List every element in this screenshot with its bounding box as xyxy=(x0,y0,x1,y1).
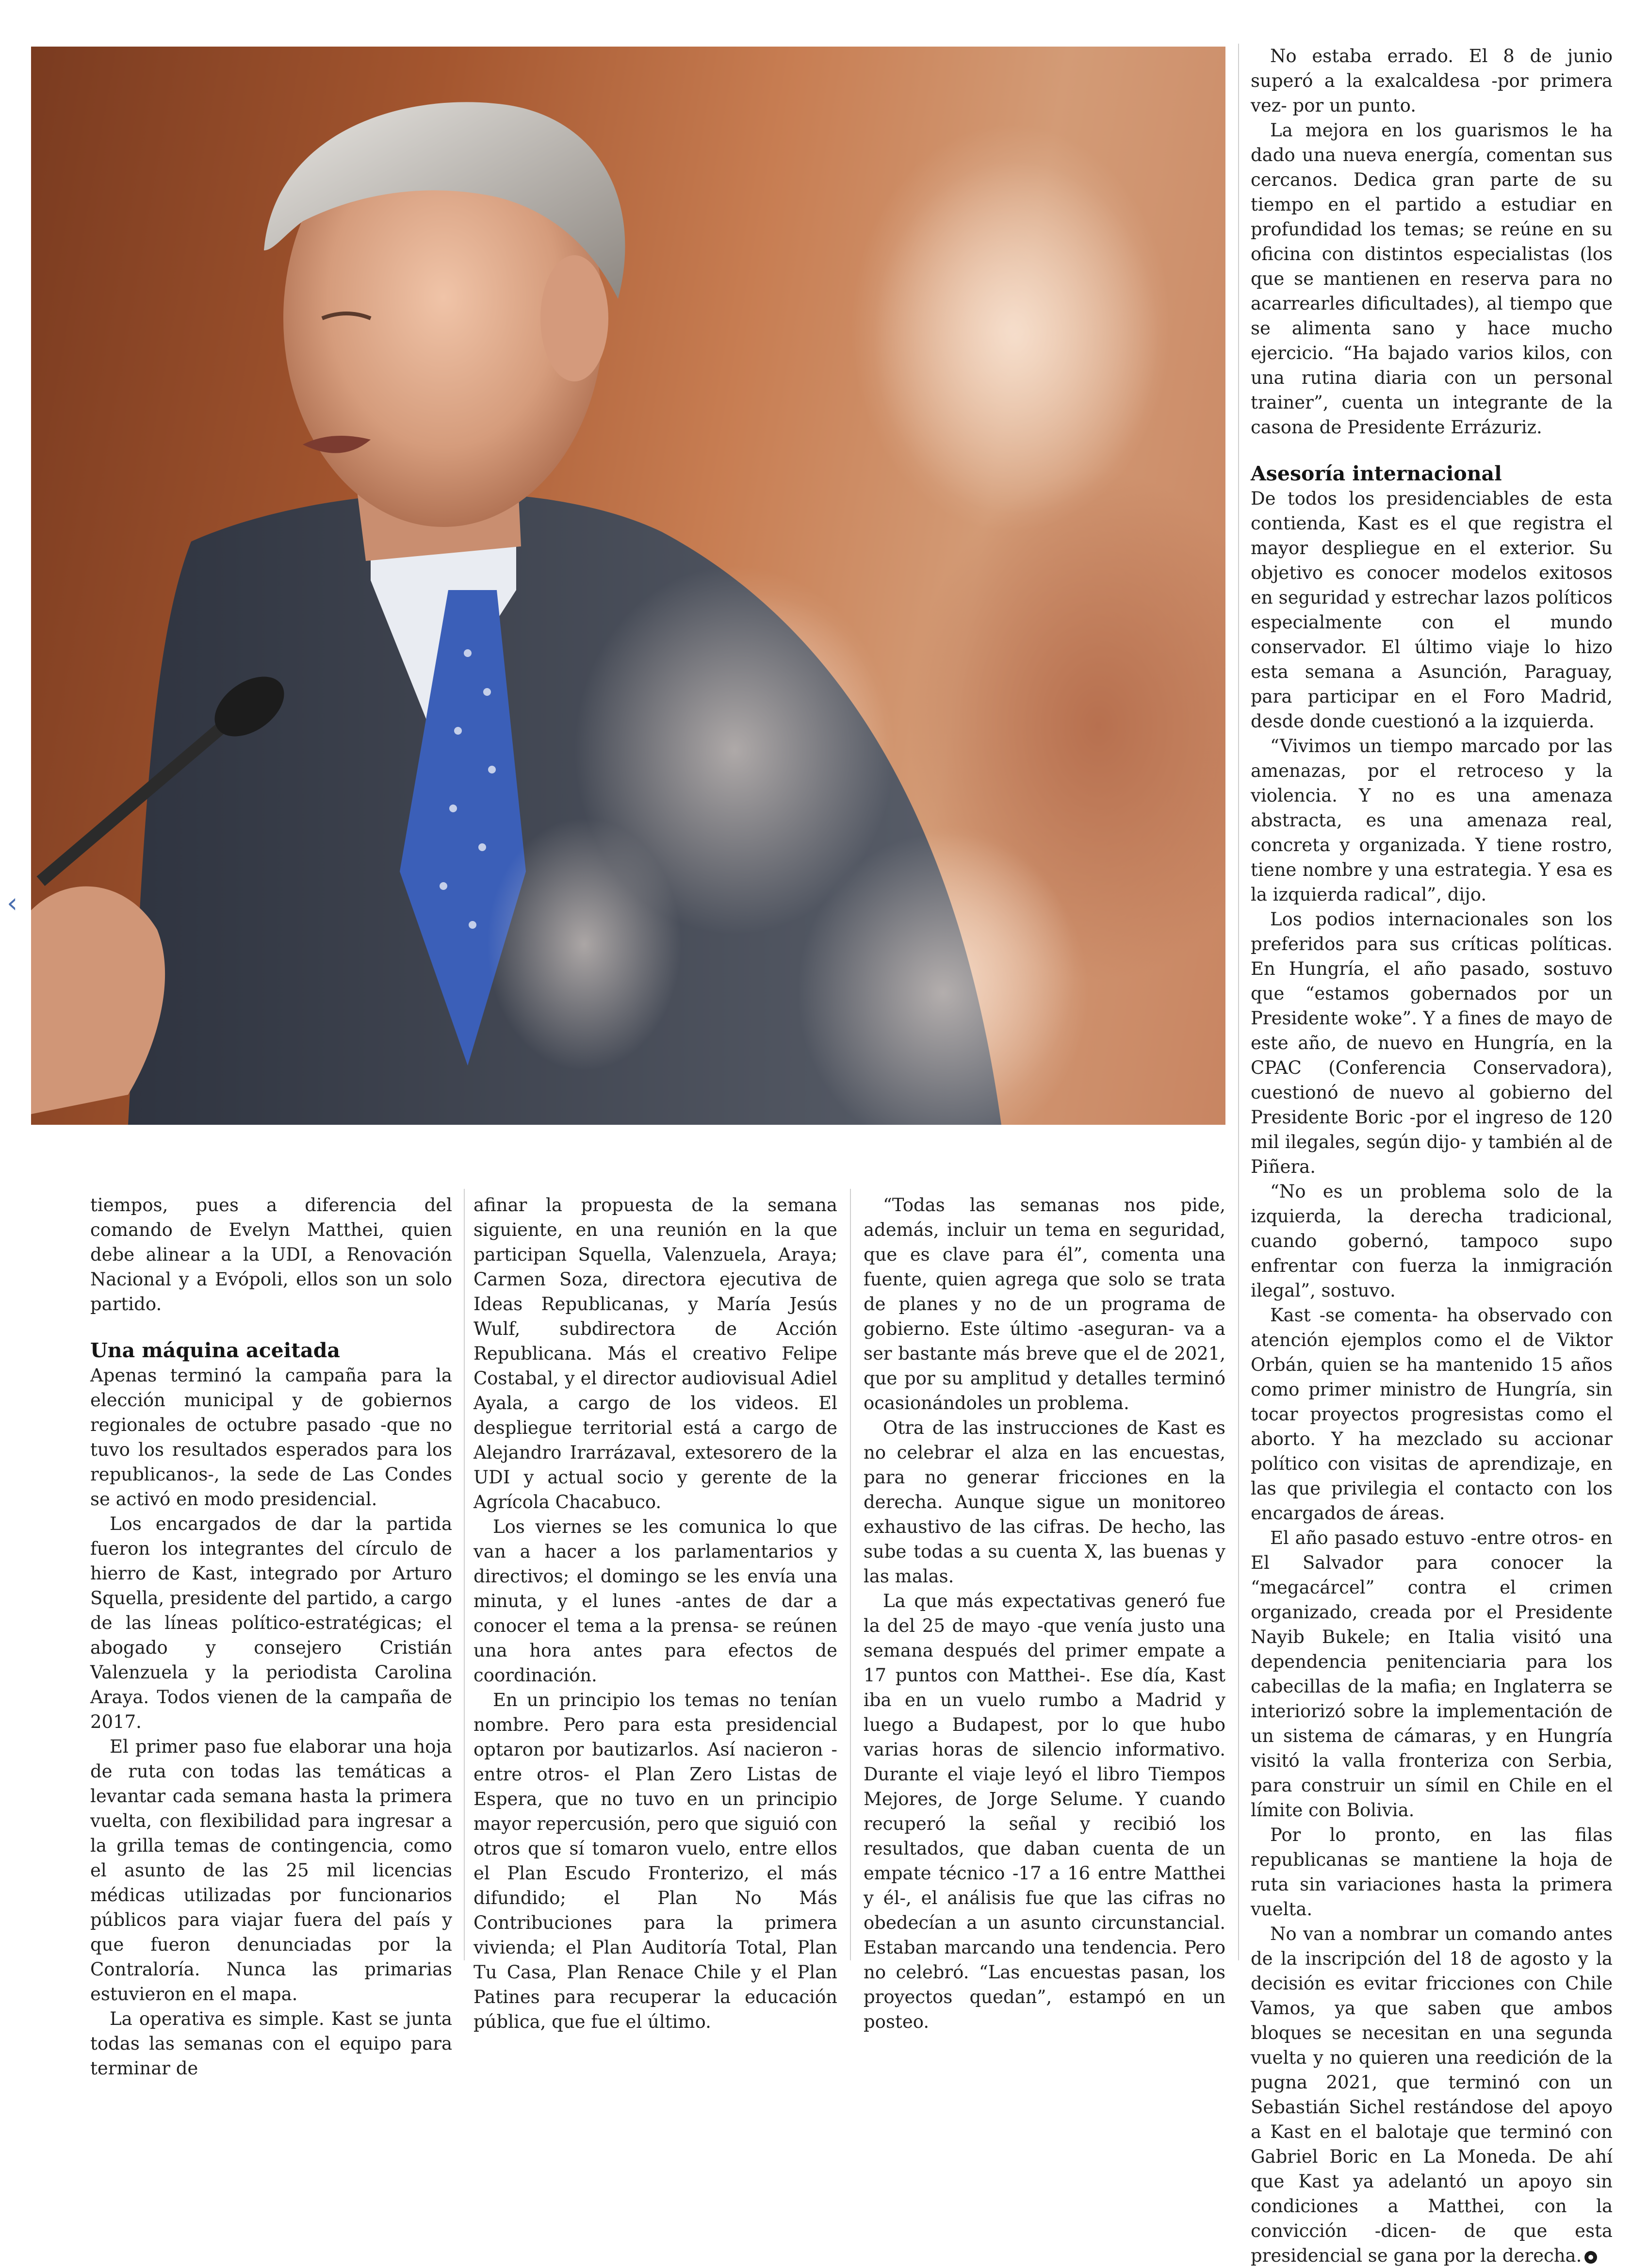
column-divider xyxy=(464,1189,465,1960)
article-column-4 xyxy=(1251,44,1613,2268)
paragraph: Los encargados de dar la partida fueron los integrantes del círculo de hierro de Kast, integrado por Arturo Squella, presidente del partido, a cargo de las líneas político-estratégicas; el abogado y consejero Cristián Valenzuela y la periodista Carolina Araya. Todos vienen de la campaña de 2017. xyxy=(90,1513,452,1732)
paragraph: Los podios internacionales son los preferidos para sus críticas políticas. En Hungría, el año pasado, sostuvo que “estamos gobernados por un Presidente woke”. Y a fines de mayo de este año, de nuevo en Hungría, en la CPAC (Conferencia Conservadora), cuestionó de nuevo al gobierno del Presidente Boric -por el ingreso de 120 mil ilegales, según dijo- y también al de Piñera. xyxy=(1251,909,1613,1177)
subheading: Una máquina aceitada xyxy=(90,1339,340,1362)
paragraph: Los viernes se les comunica lo que van a hacer a los parlamentarios y directivos; el domingo se les envía una minuta, y el lunes -antes de dar a conocer el tema a la prensa- se reúnen una hora antes para efectos de coordinación. xyxy=(473,1516,837,1686)
paragraph: El primer paso fue elaborar una hoja de ruta con todas las temáticas a levantar cada semana hasta la primera vuelta, con flexibilidad para ingresar a la grilla temas de contingencia, como el asunto de las 25 mil licencias médicas utilizadas por funcionarios públicos para viajar fuera del país y que fueron denunciadas por la Contraloría. Nunca las primarias estuvieron en el mapa. xyxy=(90,1736,452,2005)
paragraph-text: No van a nombrar un comando antes de la inscripción del 18 de agosto y la decisión es evitar fricciones con Chile Vamos, ya que saben que ambos bloques se necesitan en una segunda vuelta y no quieren una reedición de la pugna 2021, que terminó con un Sebastián Sichel restándose del apoyo a Kast en el balotaje que terminó con Gabriel Boric en La Moneda. De ahí que Kast ya adelantó un apoyo sin condiciones a Matthei, con la convicción -dicen- de que esta presidencial se gana por la derecha. xyxy=(1251,1923,1613,2266)
article-photo xyxy=(31,47,1225,1125)
article-column-2 xyxy=(473,1193,837,2034)
paragraph: De todos los presidenciables de esta contienda, Kast es el que registra el mayor despliegue en el exterior. Su objetivo es conocer modelos exitosos en seguridad y estrechar lazos políticos especialmente con el mundo conservador. El último viaje lo hizo esta semana a Asunción, Paraguay, para participar en el Foro Madrid, desde donde cuestionó a la izquierda. xyxy=(1251,488,1613,732)
paragraph: El año pasado estuvo -entre otros- en El Salvador para conocer la “megacárcel” contra el crimen organizado, creada por el Presidente Nayib Bukele; en Italia visitó una dependencia penitenciaria para los cabecillas de la mafia; en Inglaterra se interiorizó sobre la implementación de un sistema de cámaras, y en Hungría visitó la valla fronteriza con Serbia, para construir un símil en Chile en el límite con Bolivia. xyxy=(1251,1528,1613,1821)
paragraph: “Vivimos un tiempo marcado por las amenazas, por el retroceso y la violencia. Y no es una amenaza abstracta, es una amenaza real, concreta y organizada. Y tiene rostro, tiene nombre y una estrategia. Y esa es la izquierda radical”, dijo. xyxy=(1251,736,1613,905)
paragraph: Otra de las instrucciones de Kast es no celebrar el alza en las encuestas, para no generar fricciones en la derecha. Aunque sigue un monitoreo exhaustivo de las cifras. De hecho, las sube todas a su cuenta X, las buenas y las malas. xyxy=(864,1417,1225,1587)
subheading: Asesoría internacional xyxy=(1251,462,1502,485)
paragraph: Kast -se comenta- ha observado con atención ejemplos como el de Viktor Orbán, quien se ha mantenido 15 años como primer ministro de Hungría, sin tocar proyectos progresistas como el aborto. Y ha mezclado su accionar político con visitas de aprendizaje, en las que privilegia el contacto con los encargados de áreas. xyxy=(1251,1305,1613,1524)
article-column-3 xyxy=(864,1193,1225,2034)
paragraph: No estaba errado. El 8 de junio superó a la exalcaldesa -por primera vez- por un punto. xyxy=(1251,46,1613,116)
column-divider xyxy=(850,1189,851,1960)
paragraph: “No es un problema solo de la izquierda, la derecha tradicional, cuando gobernó, tampoco supo enfrentar con fuerza la inmigración ilegal”, sostuvo. xyxy=(1251,1181,1613,1301)
paragraph: afinar la propuesta de la semana siguiente, en una reunión en la que participan Squella, Valenzuela, Araya; Carmen Soza, directora ejecutiva de Ideas Republicanas, y María Jesús Wulf, subdirectora de Acción Republicana. Más el creativo Felipe Costabal, y el director audiovisual Adiel Ayala, a cargo de los videos. El despliegue territorial está a cargo de Alejandro Irarrázaval, extesorero de la UDI y actual socio y gerente de la Agrícola Chacabuco. xyxy=(473,1195,837,1512)
paragraph: “Todas las semanas nos pide, además, incluir un tema en seguridad, que es clave para él”, comenta una fuente, quien agrega que solo se trata de planes y no de un programa de gobierno. Este último -aseguran- va a ser bastante más breve que el de 2021, que por su amplitud y detalles terminó ocasionándoles un problema. xyxy=(864,1195,1225,1413)
column-divider xyxy=(1238,44,1239,1960)
paragraph: La mejora en los guarismos le ha dado una nueva energía, comentan sus cercanos. Dedica gran parte de su tiempo en el partido a estudiar en profundidad los temas; se reúne en su oficina con distintos especialistas (los que se mantienen en reserva para no acarrearles dificultades), al tiempo que se alimenta sano y hace mucho ejercicio. “Ha bajado varios kilos, con una rutina diaria con un personal trainer”, cuenta un integrante de la casona de Presidente Errázuriz. xyxy=(1251,120,1613,438)
end-of-article-icon xyxy=(1584,2251,1597,2264)
article-column-1 xyxy=(90,1193,452,2081)
paragraph: La operativa es simple. Kast se junta todas las semanas con el equipo para terminar de xyxy=(90,2008,452,2079)
paragraph: Por lo pronto, en las filas republicanas se mantiene la hoja de ruta sin variaciones hasta la primera vuelta. xyxy=(1251,1824,1613,1920)
paragraph xyxy=(1251,1922,1613,2268)
paragraph: Apenas terminó la campaña para la elección municipal y de gobiernos regionales de octubre pasado -que no tuvo los resultados esperados para los republicanos-, la sede de Las Condes se activó en modo presidencial. xyxy=(90,1365,452,1510)
paragraph: En un principio los temas no tenían nombre. Pero para esta presidencial optaron por bautizarlos. Así nacieron -entre otros- el Plan Zero Listas de Espera, que no tuvo en un principio mayor repercusión, pero que siguió con otros que sí tomaron vuelo, entre ellos el Plan Escudo Fronterizo, el más difundido; el Plan No Más Contribuciones para la primera vivienda; el Plan Auditoría Total, Plan Tu Casa, Plan Renace Chile y el Plan Patines para recuperar la educación pública, que fue el último. xyxy=(473,1690,837,2032)
paragraph: La que más expectativas generó fue la del 25 de mayo -que venía justo una semana después del primer empate a 17 puntos con Matthei-. Ese día, Kast iba en un vuelo rumbo a Madrid y luego a Budapest, por lo que hubo varias horas de silencio informativo. Durante el viaje leyó el libro Tiempos Mejores, de Jorge Selume. Y cuando recuperó la señal y recibió los resultados, que daban cuenta de un empate técnico -17 a 16 entre Matthei y él-, el análisis fue que las cifras no obedecían a un asunto circunstancial. Estaban marcando una tendencia. Pero no celebró. “Las encuestas pasan, los proyectos quedan”, estampó en un posteo. xyxy=(864,1591,1225,2032)
chevron-left-icon[interactable]: ‹ xyxy=(7,887,18,919)
photo-illustration xyxy=(31,47,1225,1125)
paragraph: tiempos, pues a diferencia del comando de Evelyn Matthei, quien debe alinear a la UDI, a Renovación Nacional y a Evópoli, ellos son un solo partido. xyxy=(90,1195,452,1315)
